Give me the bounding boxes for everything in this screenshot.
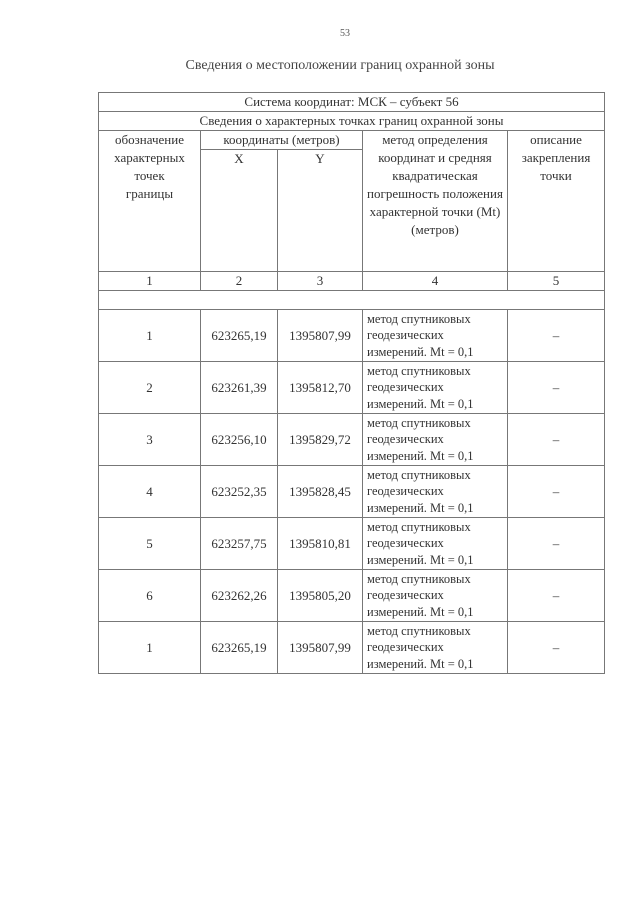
page-number: 53 <box>340 28 350 39</box>
boundary-points-table <box>98 92 605 674</box>
desc-cell: – <box>508 518 605 570</box>
x-cell: 623256,10 <box>201 414 278 466</box>
header-x: X <box>201 150 278 272</box>
table-row <box>99 414 605 466</box>
point-cell: 1 <box>99 622 201 674</box>
point-cell: 5 <box>99 518 201 570</box>
x-cell: 623262,26 <box>201 570 278 622</box>
y-cell: 1395828,45 <box>278 466 363 518</box>
point-cell: 6 <box>99 570 201 622</box>
col-number: 4 <box>363 272 508 291</box>
y-cell: 1395810,81 <box>278 518 363 570</box>
point-cell: 2 <box>99 362 201 414</box>
x-cell: 623261,39 <box>201 362 278 414</box>
desc-cell: – <box>508 414 605 466</box>
table-row <box>99 466 605 518</box>
method-cell: метод спутниковых геодезических измерений. Mt = 0,1 <box>363 310 508 362</box>
col-number: 2 <box>201 272 278 291</box>
method-cell: метод спутниковых геодезических измерений. Mt = 0,1 <box>363 362 508 414</box>
x-cell: 623265,19 <box>201 310 278 362</box>
table-row <box>99 622 605 674</box>
document-title: Сведения о местоположении границ охранной зоны <box>185 58 495 73</box>
header-method: метод определения координат и средняя квадратическая погрешность положения характерной точки (Mt) (метров) <box>363 131 508 272</box>
y-cell: 1395807,99 <box>278 310 363 362</box>
desc-cell: – <box>508 466 605 518</box>
point-cell: 3 <box>99 414 201 466</box>
header-point: обозначение характерных точек границы <box>99 131 201 272</box>
y-cell: 1395807,99 <box>278 622 363 674</box>
col-number: 1 <box>99 272 201 291</box>
header-coords: координаты (метров) <box>201 131 363 150</box>
method-cell: метод спутниковых геодезических измерений. Mt = 0,1 <box>363 414 508 466</box>
header-y: Y <box>278 150 363 272</box>
header-desc: описание закрепления точки <box>508 131 605 272</box>
desc-cell: – <box>508 570 605 622</box>
point-cell: 1 <box>99 310 201 362</box>
table-subtitle: Сведения о характерных точках границ охранной зоны <box>99 112 605 131</box>
y-cell: 1395829,72 <box>278 414 363 466</box>
method-cell: метод спутниковых геодезических измерений. Mt = 0,1 <box>363 466 508 518</box>
desc-cell: – <box>508 622 605 674</box>
table-row <box>99 570 605 622</box>
y-cell: 1395812,70 <box>278 362 363 414</box>
x-cell: 623252,35 <box>201 466 278 518</box>
table-row <box>99 518 605 570</box>
blank-row <box>99 291 605 310</box>
y-cell: 1395805,20 <box>278 570 363 622</box>
col-number: 5 <box>508 272 605 291</box>
col-number: 3 <box>278 272 363 291</box>
desc-cell: – <box>508 362 605 414</box>
method-cell: метод спутниковых геодезических измерений. Mt = 0,1 <box>363 570 508 622</box>
point-cell: 4 <box>99 466 201 518</box>
method-cell: метод спутниковых геодезических измерений. Mt = 0,1 <box>363 518 508 570</box>
coordinate-system: Система координат: МСК – субъект 56 <box>99 93 605 112</box>
x-cell: 623265,19 <box>201 622 278 674</box>
desc-cell: – <box>508 310 605 362</box>
method-cell: метод спутниковых геодезических измерений. Mt = 0,1 <box>363 622 508 674</box>
table-row <box>99 362 605 414</box>
x-cell: 623257,75 <box>201 518 278 570</box>
table-row <box>99 310 605 362</box>
